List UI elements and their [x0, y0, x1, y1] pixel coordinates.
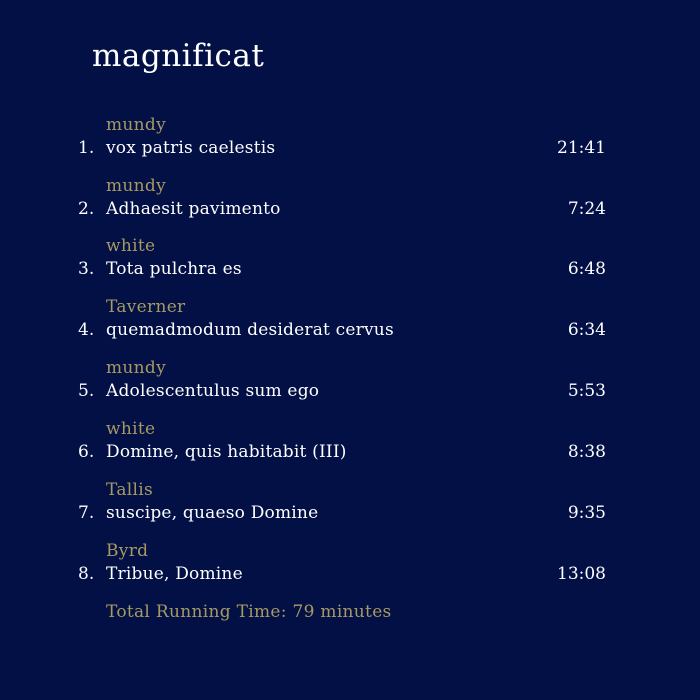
track-composer: white: [106, 419, 156, 439]
track-number: 1.: [78, 138, 95, 158]
track-title: Adhaesit pavimento: [106, 199, 281, 219]
track-item: [0, 176, 700, 232]
track-item: [0, 358, 700, 414]
track-number: 7.: [78, 503, 95, 523]
track-number: 5.: [78, 381, 95, 401]
track-title: vox patris caelestis: [106, 138, 276, 158]
track-item: [0, 419, 700, 475]
track-composer: white: [106, 236, 156, 256]
track-item: [0, 297, 700, 353]
track-duration: 5:53: [567, 381, 606, 401]
track-duration: 8:38: [567, 442, 606, 462]
track-composer: mundy: [106, 176, 167, 196]
track-duration: 6:48: [567, 259, 606, 279]
track-duration: 9:35: [567, 503, 606, 523]
track-duration: 6:34: [567, 320, 606, 340]
track-title: Tribue, Domine: [106, 564, 243, 584]
album-title: magnificat: [92, 38, 265, 74]
track-composer: mundy: [106, 358, 167, 378]
track-duration: 7:24: [567, 199, 606, 219]
track-item: [0, 115, 700, 171]
track-duration: 13:08: [557, 564, 606, 584]
track-number: 3.: [78, 259, 95, 279]
track-number: 4.: [78, 320, 95, 340]
track-title: suscipe, quaeso Domine: [106, 503, 319, 523]
track-item: [0, 480, 700, 536]
track-composer: mundy: [106, 115, 167, 135]
track-item: [0, 236, 700, 292]
track-title: Adolescentulus sum ego: [106, 381, 320, 401]
track-composer: Byrd: [106, 541, 149, 561]
track-item: [0, 541, 700, 597]
track-title: Tota pulchra es: [106, 259, 242, 279]
track-duration: 21:41: [557, 138, 606, 158]
total-running-time: Total Running Time: 79 minutes: [106, 602, 392, 622]
track-title: Domine, quis habitabit (III): [106, 442, 347, 462]
track-composer: Tallis: [106, 480, 153, 500]
track-number: 8.: [78, 564, 95, 584]
track-number: 2.: [78, 199, 95, 219]
track-composer: Taverner: [106, 297, 186, 317]
track-number: 6.: [78, 442, 95, 462]
track-title: quemadmodum desiderat cervus: [106, 320, 394, 340]
